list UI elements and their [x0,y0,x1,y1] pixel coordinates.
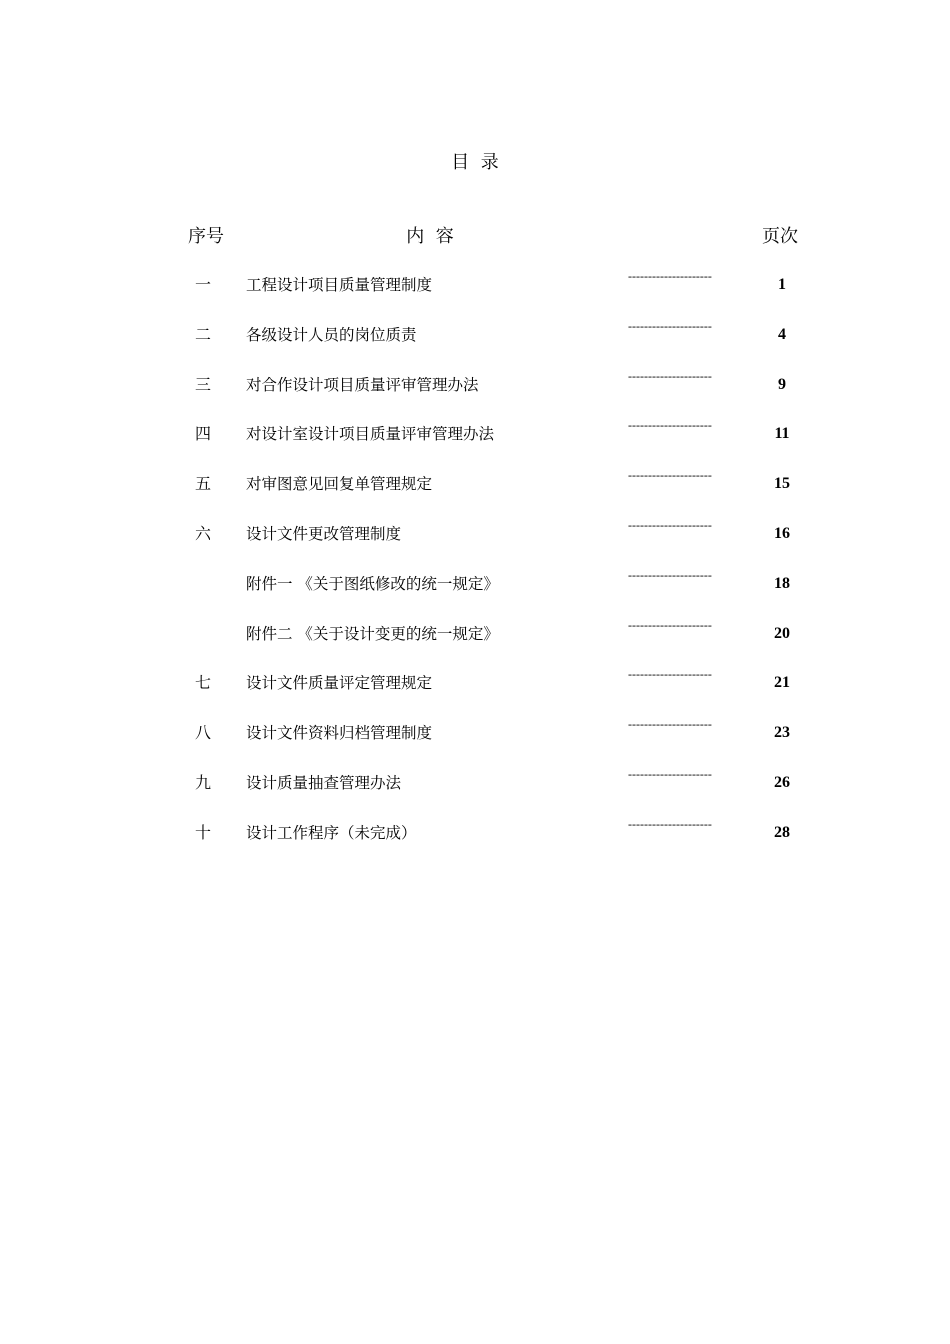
toc-entry-seq: 十 [195,822,212,842]
toc-entry[interactable] [0,619,950,669]
toc-entry[interactable] [0,818,950,868]
toc-entry-leader: --------------------- [628,318,712,333]
toc-entry-page: 11 [774,425,790,443]
toc-entry-leader: --------------------- [628,517,712,532]
toc-entry-title: 设计质量抽查管理办法 [246,773,402,792]
page-title: 目 录 [451,152,499,173]
toc-entry[interactable] [0,270,950,320]
toc-entry-seq: 九 [195,772,212,792]
toc-entry-seq: 三 [195,374,212,394]
toc-entry-leader: --------------------- [628,617,712,632]
toc-entry-leader: --------------------- [628,717,712,732]
header-page: 页次 [762,226,798,247]
toc-entry-title: 工程设计项目质量管理制度 [246,276,433,294]
toc-entry-page: 1 [778,276,786,293]
header-seq: 序号 [188,226,224,247]
toc-entry-title: 设计文件资料归档管理制度 [246,724,433,743]
toc-entry-page: 15 [774,475,790,493]
header-content: 内 容 [406,226,454,247]
toc-entry-page: 23 [774,724,790,742]
toc-entry-title: 设计工作程序（未完成） [246,823,417,842]
toc-entry[interactable] [0,469,950,519]
toc-entry-seq: 七 [195,673,212,693]
toc-entry[interactable] [0,569,950,619]
toc-entry-title: 附件二 《关于设计变更的统一规定》 [246,624,499,643]
toc-entry-leader: --------------------- [628,468,712,483]
toc-entry-leader: --------------------- [628,567,712,582]
toc-entry-title: 设计文件更改管理制度 [246,524,402,543]
toc-entry-title: 各级设计人员的岗位质责 [246,325,417,344]
toc-entry-seq: 八 [195,723,212,743]
toc-entry-seq: 六 [195,523,212,543]
toc-entry-page: 26 [774,773,790,791]
toc-entry[interactable] [0,519,950,569]
toc-entry-page: 4 [778,325,786,343]
toc-entry-title: 附件一 《关于图纸修改的统一规定》 [246,574,499,593]
toc-entry-title: 对设计室设计项目质量评审管理办法 [246,425,495,444]
toc-entry[interactable] [0,718,950,768]
toc-entry[interactable] [0,668,950,718]
toc-entry[interactable] [0,320,950,370]
toc-entry-page: 20 [774,624,790,642]
toc-entry-seq: 一 [195,275,212,294]
toc-entry-title: 对审图意见回复单管理规定 [246,475,433,494]
toc-entry-leader: --------------------- [628,816,712,831]
toc-entry-title: 设计文件质量评定管理规定 [246,674,433,693]
toc-entry-seq: 二 [195,324,212,344]
toc-entry[interactable] [0,768,950,818]
toc-entry-leader: --------------------- [628,368,712,383]
toc-list [0,270,950,868]
toc-entry-title: 对合作设计项目质量评审管理办法 [246,375,479,394]
toc-entry-page: 16 [774,524,790,542]
toc-entry-page: 21 [774,674,790,692]
toc-entry[interactable] [0,419,950,469]
toc-entry-seq: 五 [195,474,212,494]
toc-entry-leader: --------------------- [628,766,712,781]
toc-entry-leader: --------------------- [628,667,712,682]
toc-entry-page: 9 [778,375,786,393]
toc-entry-seq: 四 [195,424,212,444]
toc-entry-leader: --------------------- [628,269,712,283]
toc-entry[interactable] [0,370,950,420]
toc-entry-page: 28 [774,823,790,841]
toc-entry-page: 18 [774,574,790,592]
toc-entry-leader: --------------------- [628,418,712,433]
